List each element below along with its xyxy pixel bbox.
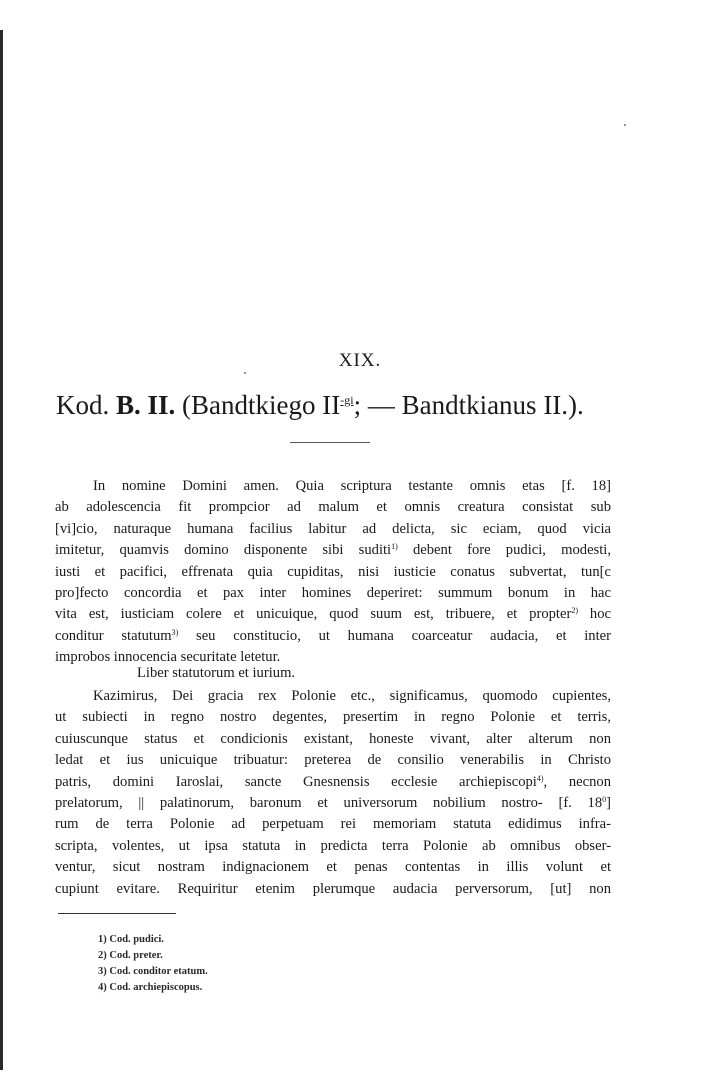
text-line: vita est, iusticiam colere et unicuique, quod suum est, tribuere, et propter$^{2)}$ hoc [55,606,611,623]
footnote-text: Cod. archiepiscopus. [109,982,203,993]
footnote-text: Cod. conditor etatum. [109,966,208,977]
text-line: conditur statutum$^{3)}$ seu constitucio, ut humana coarceatur audacia, et inter [55,627,611,644]
paragraph-1 [55,476,611,669]
text-line: patris, domini Iaroslai, sancte Gnesnensis ecclesie archiepiscopi$^{4)}$, necnon [55,773,611,790]
scan-speck [244,372,246,374]
text-line: rum de terra Polonie ad perpetuam rei memoriam statuta edidimus infra- [55,816,611,833]
text-line: cuiuscunque status et condicionis existant, honeste vivant, alter alterum non [55,730,611,747]
text-line: imitetur, quamvis domino disponente sibi suditi$^{1)}$ debent fore pudici, modesti, [55,542,611,559]
section-heading: Liber statutorum et iurium. [137,665,296,681]
text-line: prelatorum, || palatinorum, baronum et universorum nobilium nostro- [f. $18^0$] [55,794,611,811]
footnote-ref: 1) [391,542,398,552]
title-superscript: -gi [340,393,354,407]
text-line: pro]fecto concordia et pax inter homines deperiret: summum bonum in hac [55,584,611,601]
title-separator [290,442,370,443]
text-line: ledat et ius unicuique tribuatur: preterea de consilio venerabilis in Christo [55,752,611,769]
footnotes [98,932,208,996]
text-line: ventur, sicut nostram indignacionem et penas contentas in illis volunt et [55,859,611,876]
title-code: B. II. [116,390,176,420]
text-line: improbos innocencia securitate letetur. [55,649,281,666]
text-line: ab adolescencia fit prompcior ad malum et omnis creatura consistat sub [55,499,611,516]
document-title [56,390,676,421]
scan-speck [624,124,626,126]
footnote-mark: 1) [98,934,107,945]
text-line: Kazimirus, Dei gracia rex Polonie etc., significamus, quomodo cupientes, [93,688,611,704]
chapter-number: XIX. [338,350,382,371]
footnote-ref: 4) [536,773,544,783]
footnote-rule [58,913,176,914]
text-line: ut subiecti in regno nostro degentes, presertim in regno Polonie et terris, [55,709,611,726]
page-edge-shadow [0,30,3,1070]
paragraph-2 [55,686,611,900]
folio-superscript: 0 [602,794,607,804]
text-line: [vi]cio, naturaque humana facilius labitur ad delicta, sic eciam, quod vicia [55,520,611,537]
footnote-ref: 2) [571,606,578,616]
footnote [98,980,208,996]
footnote-text: Cod. preter. [109,950,163,961]
text-line: cupiunt evitare. Requiritur etenim plerumque audacia perversorum, [ut] non [55,880,611,897]
footnote-ref: 3) [171,627,179,637]
footnote-mark: 3) [98,966,107,977]
text-line: iusti et pacifici, effrenata quia cupiditas, nisi iusticie conatus subvertat, tun[c [55,563,611,580]
footnote-text: Cod. pudici. [109,934,164,945]
title-middle: (Bandtkiego II [175,390,341,420]
footnote [98,948,208,964]
footnote-mark: 2) [98,950,107,961]
footnote [98,932,208,948]
footnote-mark: 4) [98,982,107,993]
footnote [98,964,208,980]
text-line: In nomine Domini amen. Quia scriptura testante omnis etas [f. 18] [93,478,611,494]
title-prefix: Kod. [56,390,116,420]
title-suffix: ; — Bandtkianus II.). [353,390,584,420]
text-line: scripta, volentes, ut ipsa statuta in predicta terra Polonie ab omnibus obser- [55,837,611,854]
